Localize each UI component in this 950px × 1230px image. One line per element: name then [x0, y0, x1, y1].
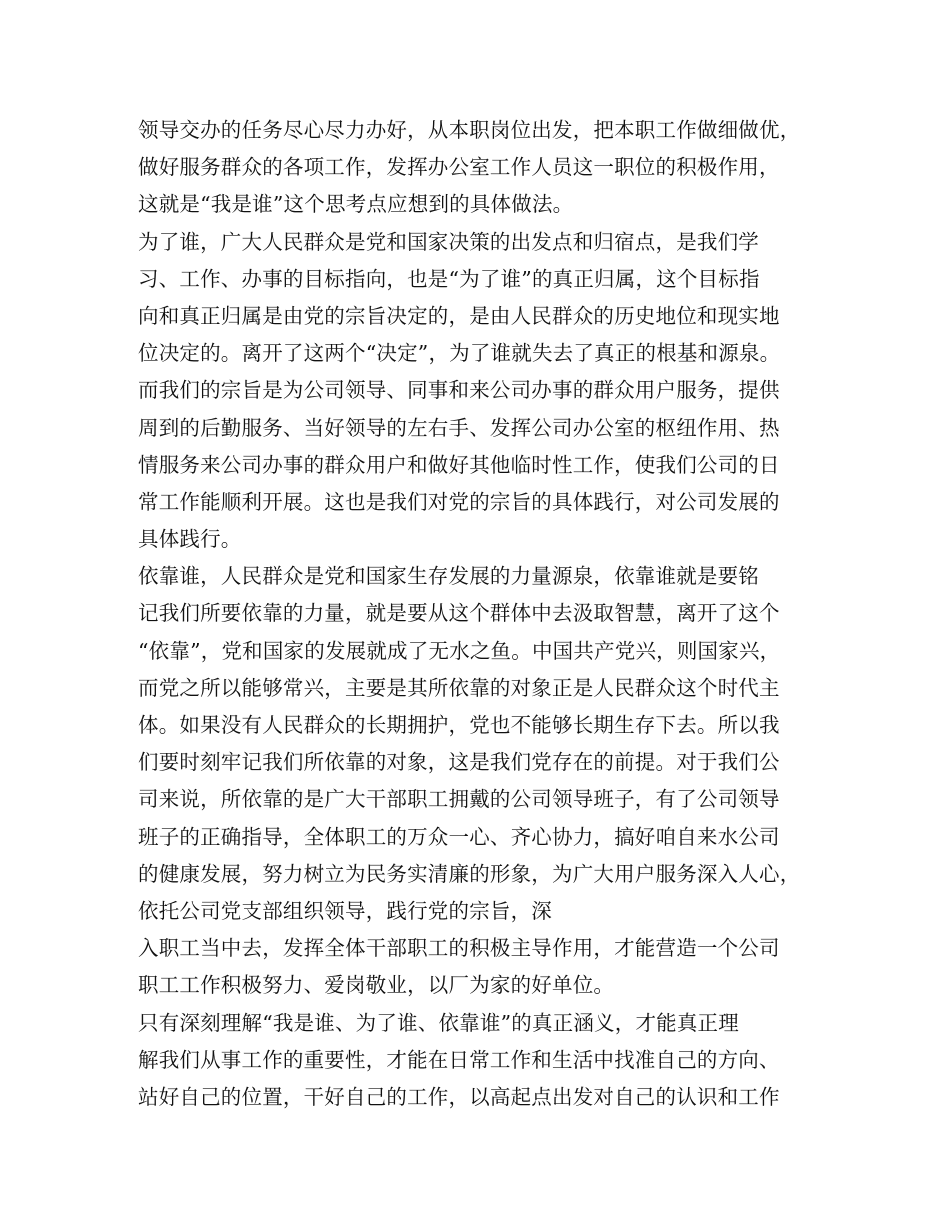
- text-line: 这就是“我是谁”这个思考点应想到的具体做法。: [138, 192, 574, 217]
- text-line: 只有深刻理解“我是谁、为了谁、依靠谁”的真正涵义，才能真正理: [138, 1010, 739, 1035]
- text-line: 们要时刻牢记我们所依靠的对象，这是我们党存在的前提。对于我们公: [138, 750, 780, 775]
- text-line: 为了谁，广大人民群众是党和国家决策的出发点和归宿点，是我们学: [138, 229, 759, 254]
- body-text: [138, 112, 838, 1116]
- text-line: 领导交办的任务尽心尽力办好，从本职岗位出发，把本职工作做细做优，: [138, 118, 801, 142]
- text-line: 体。如果没有人民群众的长期拥护，党也不能够长期生存下去。所以我: [138, 713, 780, 737]
- text-line: 情服务来公司办事的群众用户和做好其他临时性工作，使我们公司的日: [138, 452, 780, 477]
- text-line: 而党之所以能够常兴，主要是其所依靠的对象正是人民群众这个时代主: [138, 675, 780, 700]
- text-line: 向和真正归属是由党的宗旨决定的，是由人民群众的历史地位和现实地: [138, 303, 780, 328]
- text-line: 班子的正确指导，全体职工的万众一心、齐心协力，搞好咱自来水公司: [138, 824, 780, 849]
- text-line: 位决定的。离开了这两个“决定”，为了谁就失去了真正的根基和源泉。: [138, 341, 781, 366]
- text-line: 常工作能顺利开展。这也是我们对党的宗旨的具体践行，对公司发展的: [138, 489, 780, 514]
- text-line: “依靠”，党和国家的发展就成了无水之鱼。中国共产党兴，则国家兴，: [138, 638, 781, 663]
- text-line: 职工工作积极努力、爱岗敬业，以厂为家的好单位。: [138, 973, 615, 998]
- text-line: 依靠谁，人民群众是党和国家生存发展的力量源泉，依靠谁就是要铭: [138, 564, 759, 589]
- text-line: 解我们从事工作的重要性，才能在日常工作和生活中找准自己的方向、: [138, 1047, 780, 1072]
- text-line: 依托公司党支部组织领导，践行党的宗旨，深: [138, 898, 552, 923]
- text-line: 的健康发展，努力树立为民务实清廉的形象，为广大用户服务深入人心，: [138, 861, 801, 886]
- text-line: 站好自己的位置，干好自己的工作，以高起点出发对自己的认识和工作: [138, 1084, 780, 1109]
- text-line: 习、工作、办事的目标指向，也是“为了谁”的真正归属，这个目标指: [138, 266, 760, 291]
- text-line: 具体践行。: [138, 527, 242, 552]
- text-line: 入职工当中去，发挥全体干部职工的积极主导作用，才能营造一个公司: [138, 936, 780, 961]
- text-line: 司来说，所依靠的是广大干部职工拥戴的公司领导班子，有了公司领导: [138, 787, 780, 812]
- text-line: 做好服务群众的各项工作，发挥办公室工作人员这一职位的积极作用，: [138, 155, 780, 180]
- text-line: 周到的后勤服务、当好领导的左右手、发挥公司办公室的枢纽作用、热: [138, 415, 780, 440]
- text-line: 记我们所要依靠的力量，就是要从这个群体中去汲取智慧，离开了这个: [138, 601, 780, 626]
- text-line: 而我们的宗旨是为公司领导、同事和来公司办事的群众用户服务，提供: [138, 378, 780, 403]
